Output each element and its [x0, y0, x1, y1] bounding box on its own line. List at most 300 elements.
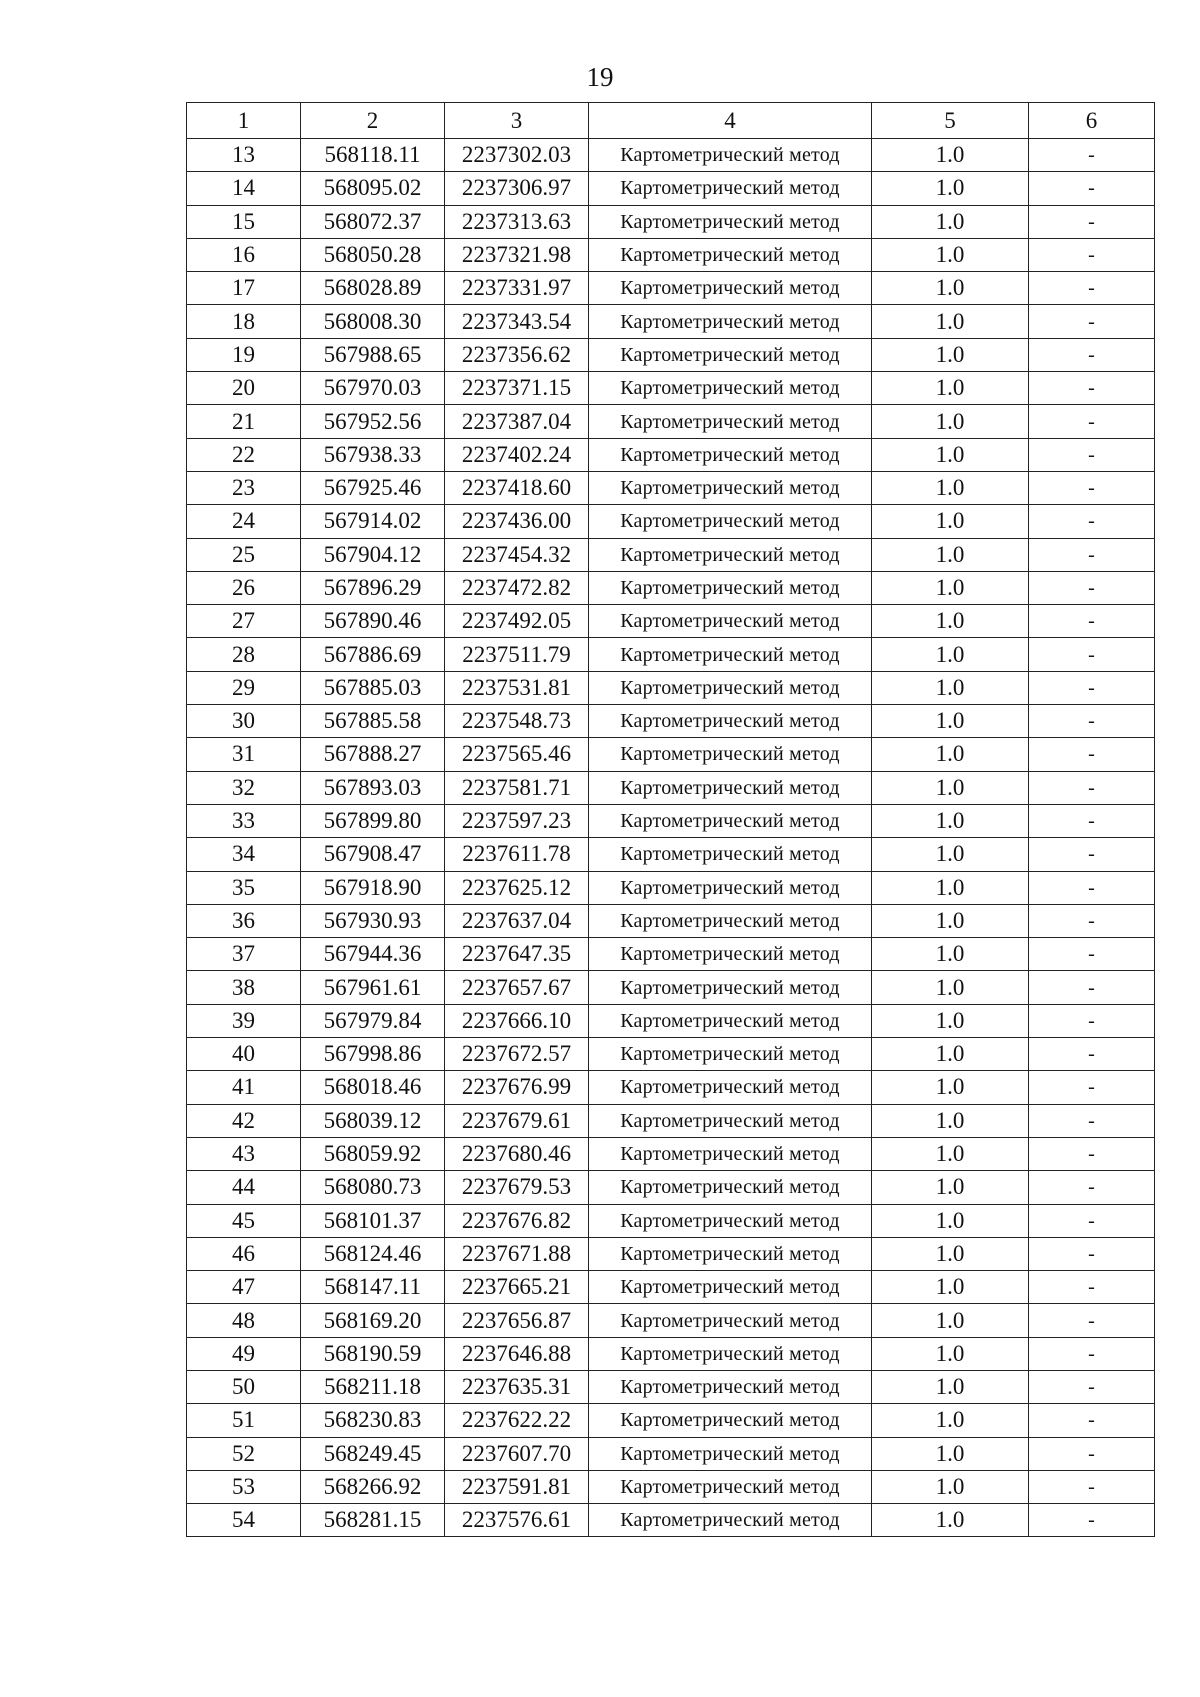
method-cell: Картометрический метод: [589, 438, 872, 471]
y-coordinate-cell: 2237607.70: [445, 1437, 589, 1470]
accuracy-cell: 1.0: [872, 705, 1029, 738]
y-coordinate-cell: 2237302.03: [445, 139, 589, 172]
x-coordinate-cell: 567979.84: [301, 1004, 445, 1037]
point-number-cell: 19: [187, 338, 301, 371]
table-row: [187, 1437, 1155, 1470]
accuracy-cell: 1.0: [872, 1470, 1029, 1503]
y-coordinate-cell: 2237635.31: [445, 1370, 589, 1403]
point-number-cell: 36: [187, 904, 301, 937]
note-cell: -: [1029, 1504, 1155, 1537]
point-number-cell: 54: [187, 1504, 301, 1537]
point-number-cell: 17: [187, 272, 301, 305]
table-row: [187, 205, 1155, 238]
point-number-cell: 32: [187, 771, 301, 804]
x-coordinate-cell: 567886.69: [301, 638, 445, 671]
accuracy-cell: 1.0: [872, 804, 1029, 837]
note-cell: -: [1029, 238, 1155, 271]
point-number-cell: 22: [187, 438, 301, 471]
x-coordinate-cell: 568072.37: [301, 205, 445, 238]
accuracy-cell: 1.0: [872, 1404, 1029, 1437]
accuracy-cell: 1.0: [872, 372, 1029, 405]
y-coordinate-cell: 2237306.97: [445, 172, 589, 205]
x-coordinate-cell: 568281.15: [301, 1504, 445, 1537]
note-cell: -: [1029, 1171, 1155, 1204]
x-coordinate-cell: 567988.65: [301, 338, 445, 371]
note-cell: -: [1029, 638, 1155, 671]
note-cell: -: [1029, 1071, 1155, 1104]
table-row: [187, 871, 1155, 904]
accuracy-cell: 1.0: [872, 638, 1029, 671]
note-cell: -: [1029, 938, 1155, 971]
y-coordinate-cell: 2237647.35: [445, 938, 589, 971]
note-cell: -: [1029, 1437, 1155, 1470]
point-number-cell: 47: [187, 1271, 301, 1304]
point-number-cell: 15: [187, 205, 301, 238]
accuracy-cell: 1.0: [872, 1271, 1029, 1304]
y-coordinate-cell: 2237454.32: [445, 538, 589, 571]
table-row: [187, 538, 1155, 571]
column-header: 1: [187, 103, 301, 139]
method-cell: Картометрический метод: [589, 1437, 872, 1470]
y-coordinate-cell: 2237679.53: [445, 1171, 589, 1204]
table-body: [187, 139, 1155, 1537]
point-number-cell: 48: [187, 1304, 301, 1337]
y-coordinate-cell: 2237597.23: [445, 804, 589, 837]
x-coordinate-cell: 567925.46: [301, 471, 445, 504]
accuracy-cell: 1.0: [872, 1204, 1029, 1237]
method-cell: Картометрический метод: [589, 1370, 872, 1403]
x-coordinate-cell: 567888.27: [301, 738, 445, 771]
y-coordinate-cell: 2237591.81: [445, 1470, 589, 1503]
header-row: [187, 103, 1155, 139]
table-row: [187, 338, 1155, 371]
method-cell: Картометрический метод: [589, 338, 872, 371]
note-cell: -: [1029, 971, 1155, 1004]
y-coordinate-cell: 2237418.60: [445, 471, 589, 504]
point-number-cell: 33: [187, 804, 301, 837]
point-number-cell: 44: [187, 1171, 301, 1204]
point-number-cell: 21: [187, 405, 301, 438]
x-coordinate-cell: 568059.92: [301, 1137, 445, 1170]
method-cell: Картометрический метод: [589, 971, 872, 1004]
table-row: [187, 372, 1155, 405]
accuracy-cell: 1.0: [872, 1304, 1029, 1337]
x-coordinate-cell: 568211.18: [301, 1370, 445, 1403]
y-coordinate-cell: 2237313.63: [445, 205, 589, 238]
method-cell: Картометрический метод: [589, 671, 872, 704]
accuracy-cell: 1.0: [872, 205, 1029, 238]
note-cell: -: [1029, 172, 1155, 205]
y-coordinate-cell: 2237492.05: [445, 605, 589, 638]
y-coordinate-cell: 2237436.00: [445, 505, 589, 538]
x-coordinate-cell: 568118.11: [301, 139, 445, 172]
table-row: [187, 804, 1155, 837]
point-number-cell: 51: [187, 1404, 301, 1437]
table-row: [187, 172, 1155, 205]
note-cell: -: [1029, 538, 1155, 571]
method-cell: Картометрический метод: [589, 771, 872, 804]
accuracy-cell: 1.0: [872, 1337, 1029, 1370]
coordinates-table: [186, 102, 1155, 1537]
point-number-cell: 49: [187, 1337, 301, 1370]
x-coordinate-cell: 567944.36: [301, 938, 445, 971]
method-cell: Картометрический метод: [589, 238, 872, 271]
method-cell: Картометрический метод: [589, 139, 872, 172]
method-cell: Картометрический метод: [589, 405, 872, 438]
point-number-cell: 18: [187, 305, 301, 338]
point-number-cell: 52: [187, 1437, 301, 1470]
table-row: [187, 1504, 1155, 1537]
y-coordinate-cell: 2237679.61: [445, 1104, 589, 1137]
table-row: [187, 938, 1155, 971]
method-cell: Картометрический метод: [589, 1204, 872, 1237]
note-cell: -: [1029, 705, 1155, 738]
x-coordinate-cell: 567885.03: [301, 671, 445, 704]
note-cell: -: [1029, 272, 1155, 305]
note-cell: -: [1029, 505, 1155, 538]
accuracy-cell: 1.0: [872, 505, 1029, 538]
note-cell: -: [1029, 1137, 1155, 1170]
method-cell: Картометрический метод: [589, 372, 872, 405]
y-coordinate-cell: 2237531.81: [445, 671, 589, 704]
table-row: [187, 238, 1155, 271]
x-coordinate-cell: 567918.90: [301, 871, 445, 904]
method-cell: Картометрический метод: [589, 538, 872, 571]
table-row: [187, 438, 1155, 471]
note-cell: -: [1029, 1304, 1155, 1337]
table-row: [187, 1370, 1155, 1403]
y-coordinate-cell: 2237565.46: [445, 738, 589, 771]
accuracy-cell: 1.0: [872, 1104, 1029, 1137]
method-cell: Картометрический метод: [589, 1004, 872, 1037]
accuracy-cell: 1.0: [872, 738, 1029, 771]
y-coordinate-cell: 2237637.04: [445, 904, 589, 937]
method-cell: Картометрический метод: [589, 605, 872, 638]
y-coordinate-cell: 2237680.46: [445, 1137, 589, 1170]
y-coordinate-cell: 2237576.61: [445, 1504, 589, 1537]
point-number-cell: 26: [187, 571, 301, 604]
accuracy-cell: 1.0: [872, 538, 1029, 571]
method-cell: Картометрический метод: [589, 1237, 872, 1270]
x-coordinate-cell: 568169.20: [301, 1304, 445, 1337]
accuracy-cell: 1.0: [872, 305, 1029, 338]
point-number-cell: 50: [187, 1370, 301, 1403]
y-coordinate-cell: 2237611.78: [445, 838, 589, 871]
point-number-cell: 29: [187, 671, 301, 704]
note-cell: -: [1029, 438, 1155, 471]
y-coordinate-cell: 2237672.57: [445, 1038, 589, 1071]
table-row: [187, 738, 1155, 771]
accuracy-cell: 1.0: [872, 272, 1029, 305]
x-coordinate-cell: 567904.12: [301, 538, 445, 571]
table-row: [187, 571, 1155, 604]
y-coordinate-cell: 2237511.79: [445, 638, 589, 671]
method-cell: Картометрический метод: [589, 305, 872, 338]
method-cell: Картометрический метод: [589, 638, 872, 671]
note-cell: -: [1029, 1038, 1155, 1071]
table-row: [187, 505, 1155, 538]
method-cell: Картометрический метод: [589, 1071, 872, 1104]
point-number-cell: 39: [187, 1004, 301, 1037]
x-coordinate-cell: 568028.89: [301, 272, 445, 305]
x-coordinate-cell: 568095.02: [301, 172, 445, 205]
y-coordinate-cell: 2237665.21: [445, 1271, 589, 1304]
note-cell: -: [1029, 671, 1155, 704]
accuracy-cell: 1.0: [872, 1137, 1029, 1170]
note-cell: -: [1029, 338, 1155, 371]
accuracy-cell: 1.0: [872, 1504, 1029, 1537]
x-coordinate-cell: 567938.33: [301, 438, 445, 471]
column-header: 3: [445, 103, 589, 139]
accuracy-cell: 1.0: [872, 671, 1029, 704]
method-cell: Картометрический метод: [589, 1137, 872, 1170]
accuracy-cell: 1.0: [872, 1437, 1029, 1470]
x-coordinate-cell: 568050.28: [301, 238, 445, 271]
note-cell: -: [1029, 1404, 1155, 1437]
accuracy-cell: 1.0: [872, 571, 1029, 604]
accuracy-cell: 1.0: [872, 1038, 1029, 1071]
point-number-cell: 41: [187, 1071, 301, 1104]
method-cell: Картометрический метод: [589, 1304, 872, 1337]
point-number-cell: 13: [187, 139, 301, 172]
point-number-cell: 34: [187, 838, 301, 871]
note-cell: -: [1029, 1004, 1155, 1037]
accuracy-cell: 1.0: [872, 471, 1029, 504]
y-coordinate-cell: 2237666.10: [445, 1004, 589, 1037]
y-coordinate-cell: 2237656.87: [445, 1304, 589, 1337]
table-row: [187, 1071, 1155, 1104]
method-cell: Картометрический метод: [589, 1504, 872, 1537]
method-cell: Картометрический метод: [589, 272, 872, 305]
y-coordinate-cell: 2237671.88: [445, 1237, 589, 1270]
note-cell: -: [1029, 871, 1155, 904]
table-row: [187, 471, 1155, 504]
x-coordinate-cell: 567952.56: [301, 405, 445, 438]
table-row: [187, 638, 1155, 671]
accuracy-cell: 1.0: [872, 139, 1029, 172]
table-row: [187, 904, 1155, 937]
table-row: [187, 705, 1155, 738]
x-coordinate-cell: 567961.61: [301, 971, 445, 1004]
accuracy-cell: 1.0: [872, 405, 1029, 438]
accuracy-cell: 1.0: [872, 871, 1029, 904]
table-row: [187, 771, 1155, 804]
column-header: 2: [301, 103, 445, 139]
table-row: [187, 1004, 1155, 1037]
point-number-cell: 37: [187, 938, 301, 971]
note-cell: -: [1029, 372, 1155, 405]
table-header: [187, 103, 1155, 139]
table-row: [187, 305, 1155, 338]
table-row: [187, 1337, 1155, 1370]
accuracy-cell: 1.0: [872, 1370, 1029, 1403]
table-row: [187, 838, 1155, 871]
point-number-cell: 40: [187, 1038, 301, 1071]
note-cell: -: [1029, 1337, 1155, 1370]
column-header: 5: [872, 103, 1029, 139]
method-cell: Картометрический метод: [589, 738, 872, 771]
y-coordinate-cell: 2237625.12: [445, 871, 589, 904]
table-row: [187, 1137, 1155, 1170]
x-coordinate-cell: 567998.86: [301, 1038, 445, 1071]
method-cell: Картометрический метод: [589, 1104, 872, 1137]
x-coordinate-cell: 568101.37: [301, 1204, 445, 1237]
note-cell: -: [1029, 1204, 1155, 1237]
y-coordinate-cell: 2237622.22: [445, 1404, 589, 1437]
x-coordinate-cell: 567890.46: [301, 605, 445, 638]
column-header: 6: [1029, 103, 1155, 139]
note-cell: -: [1029, 471, 1155, 504]
y-coordinate-cell: 2237331.97: [445, 272, 589, 305]
y-coordinate-cell: 2237321.98: [445, 238, 589, 271]
method-cell: Картометрический метод: [589, 1171, 872, 1204]
table-row: [187, 671, 1155, 704]
point-number-cell: 31: [187, 738, 301, 771]
x-coordinate-cell: 568080.73: [301, 1171, 445, 1204]
point-number-cell: 28: [187, 638, 301, 671]
accuracy-cell: 1.0: [872, 438, 1029, 471]
x-coordinate-cell: 567899.80: [301, 804, 445, 837]
table-row: [187, 971, 1155, 1004]
table-row: [187, 1470, 1155, 1503]
accuracy-cell: 1.0: [872, 238, 1029, 271]
y-coordinate-cell: 2237646.88: [445, 1337, 589, 1370]
note-cell: -: [1029, 1470, 1155, 1503]
note-cell: -: [1029, 838, 1155, 871]
note-cell: -: [1029, 405, 1155, 438]
x-coordinate-cell: 567970.03: [301, 372, 445, 405]
accuracy-cell: 1.0: [872, 938, 1029, 971]
note-cell: -: [1029, 1104, 1155, 1137]
x-coordinate-cell: 568147.11: [301, 1271, 445, 1304]
note-cell: -: [1029, 139, 1155, 172]
note-cell: -: [1029, 1370, 1155, 1403]
y-coordinate-cell: 2237581.71: [445, 771, 589, 804]
y-coordinate-cell: 2237387.04: [445, 405, 589, 438]
method-cell: Картометрический метод: [589, 505, 872, 538]
table-row: [187, 1271, 1155, 1304]
point-number-cell: 27: [187, 605, 301, 638]
note-cell: -: [1029, 771, 1155, 804]
accuracy-cell: 1.0: [872, 605, 1029, 638]
y-coordinate-cell: 2237472.82: [445, 571, 589, 604]
point-number-cell: 43: [187, 1137, 301, 1170]
accuracy-cell: 1.0: [872, 1171, 1029, 1204]
accuracy-cell: 1.0: [872, 338, 1029, 371]
note-cell: -: [1029, 904, 1155, 937]
x-coordinate-cell: 568039.12: [301, 1104, 445, 1137]
point-number-cell: 53: [187, 1470, 301, 1503]
y-coordinate-cell: 2237676.99: [445, 1071, 589, 1104]
table-row: [187, 139, 1155, 172]
method-cell: Картометрический метод: [589, 1470, 872, 1503]
x-coordinate-cell: 567930.93: [301, 904, 445, 937]
table-row: [187, 1204, 1155, 1237]
table-row: [187, 1404, 1155, 1437]
accuracy-cell: 1.0: [872, 971, 1029, 1004]
point-number-cell: 46: [187, 1237, 301, 1270]
y-coordinate-cell: 2237356.62: [445, 338, 589, 371]
accuracy-cell: 1.0: [872, 172, 1029, 205]
x-coordinate-cell: 567885.58: [301, 705, 445, 738]
x-coordinate-cell: 568018.46: [301, 1071, 445, 1104]
x-coordinate-cell: 567914.02: [301, 505, 445, 538]
accuracy-cell: 1.0: [872, 838, 1029, 871]
method-cell: Картометрический метод: [589, 938, 872, 971]
y-coordinate-cell: 2237657.67: [445, 971, 589, 1004]
table-row: [187, 1171, 1155, 1204]
x-coordinate-cell: 567893.03: [301, 771, 445, 804]
table-row: [187, 1104, 1155, 1137]
method-cell: Картометрический метод: [589, 1404, 872, 1437]
x-coordinate-cell: 568190.59: [301, 1337, 445, 1370]
x-coordinate-cell: 568230.83: [301, 1404, 445, 1437]
table-row: [187, 1038, 1155, 1071]
note-cell: -: [1029, 738, 1155, 771]
note-cell: -: [1029, 804, 1155, 837]
point-number-cell: 23: [187, 471, 301, 504]
method-cell: Картометрический метод: [589, 1038, 872, 1071]
y-coordinate-cell: 2237343.54: [445, 305, 589, 338]
note-cell: -: [1029, 1271, 1155, 1304]
table-row: [187, 405, 1155, 438]
method-cell: Картометрический метод: [589, 1271, 872, 1304]
y-coordinate-cell: 2237548.73: [445, 705, 589, 738]
table-row: [187, 1304, 1155, 1337]
method-cell: Картометрический метод: [589, 804, 872, 837]
note-cell: -: [1029, 205, 1155, 238]
point-number-cell: 14: [187, 172, 301, 205]
x-coordinate-cell: 568124.46: [301, 1237, 445, 1270]
y-coordinate-cell: 2237371.15: [445, 372, 589, 405]
y-coordinate-cell: 2237402.24: [445, 438, 589, 471]
point-number-cell: 25: [187, 538, 301, 571]
method-cell: Картометрический метод: [589, 571, 872, 604]
note-cell: -: [1029, 305, 1155, 338]
method-cell: Картометрический метод: [589, 871, 872, 904]
table-row: [187, 605, 1155, 638]
method-cell: Картометрический метод: [589, 838, 872, 871]
point-number-cell: 38: [187, 971, 301, 1004]
method-cell: Картометрический метод: [589, 205, 872, 238]
table-row: [187, 272, 1155, 305]
point-number-cell: 24: [187, 505, 301, 538]
x-coordinate-cell: 568266.92: [301, 1470, 445, 1503]
method-cell: Картометрический метод: [589, 904, 872, 937]
column-header: 4: [589, 103, 872, 139]
x-coordinate-cell: 567896.29: [301, 571, 445, 604]
point-number-cell: 35: [187, 871, 301, 904]
accuracy-cell: 1.0: [872, 1071, 1029, 1104]
method-cell: Картометрический метод: [589, 1337, 872, 1370]
accuracy-cell: 1.0: [872, 1237, 1029, 1270]
x-coordinate-cell: 568008.30: [301, 305, 445, 338]
point-number-cell: 45: [187, 1204, 301, 1237]
y-coordinate-cell: 2237676.82: [445, 1204, 589, 1237]
method-cell: Картометрический метод: [589, 172, 872, 205]
x-coordinate-cell: 568249.45: [301, 1437, 445, 1470]
note-cell: -: [1029, 1237, 1155, 1270]
method-cell: Картометрический метод: [589, 705, 872, 738]
x-coordinate-cell: 567908.47: [301, 838, 445, 871]
note-cell: -: [1029, 605, 1155, 638]
accuracy-cell: 1.0: [872, 1004, 1029, 1037]
page-number: 19: [586, 62, 614, 92]
accuracy-cell: 1.0: [872, 904, 1029, 937]
point-number-cell: 42: [187, 1104, 301, 1137]
note-cell: -: [1029, 571, 1155, 604]
point-number-cell: 30: [187, 705, 301, 738]
